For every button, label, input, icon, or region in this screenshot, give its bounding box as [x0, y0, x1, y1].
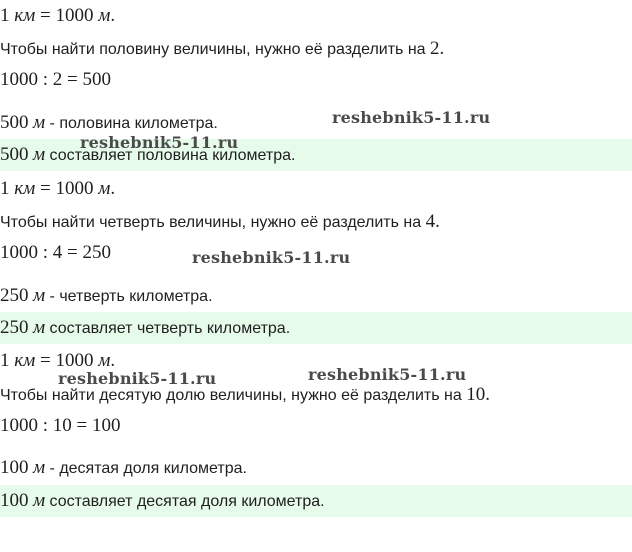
unit: км [14, 178, 36, 199]
result-text: - четверть километра. [49, 288, 213, 305]
number: 1 [0, 178, 10, 199]
result-line [0, 285, 213, 308]
watermark: reshebnik5-11.ru [308, 365, 467, 384]
number: 100 [0, 490, 29, 511]
calculation-line: 1000 : 10 = 100 [0, 415, 121, 436]
watermark: reshebnik5-11.ru [332, 108, 491, 127]
number: 1 [0, 5, 10, 26]
answer-line [0, 317, 290, 340]
instruction-text: Чтобы найти десятую долю величины, нужно её разделить на [0, 387, 462, 404]
watermark: reshebnik5-11.ru [192, 248, 351, 267]
equals-sign: = [40, 350, 51, 371]
unit: км [14, 5, 36, 26]
result-text: - половина километра. [49, 115, 218, 132]
period: . [485, 384, 490, 405]
equality-line [0, 5, 115, 27]
divisor: 10 [466, 384, 486, 405]
result-text: - десятая доля километра. [49, 460, 247, 477]
unit: м [32, 490, 46, 511]
unit: м [32, 112, 46, 133]
equality-line [0, 178, 115, 200]
calculation-line: 1000 : 2 = 500 [0, 69, 111, 90]
watermark: reshebnik5-11.ru [58, 369, 217, 388]
answer-box [0, 312, 632, 344]
equals-sign: = [40, 5, 51, 26]
instruction-text: Чтобы найти половину величины, нужно её разделить на [0, 41, 426, 58]
number: 1000 [55, 178, 94, 199]
instruction-line [0, 211, 440, 234]
number: 250 [0, 285, 29, 306]
unit: м [98, 178, 111, 199]
answer-line [0, 490, 325, 513]
unit: м [32, 317, 46, 338]
answer-text: составляет десятая доля километра. [49, 493, 325, 510]
number: 1 [0, 350, 10, 371]
equals-sign: = [40, 178, 51, 199]
unit: м [32, 285, 46, 306]
period: . [110, 350, 116, 371]
number: 500 [0, 144, 29, 165]
divisor: 2 [430, 38, 440, 59]
answer-box [0, 485, 632, 517]
period: . [110, 178, 116, 199]
number: 500 [0, 112, 29, 133]
instruction-line [0, 38, 444, 61]
number: 250 [0, 317, 29, 338]
period: . [439, 38, 445, 59]
answer-text: составляет половина километра. [49, 147, 296, 164]
result-line [0, 112, 218, 135]
unit: м [32, 457, 46, 478]
calculation-line: 1000 : 4 = 250 [0, 242, 111, 263]
number: 1000 [55, 350, 94, 371]
instruction-text: Чтобы найти четверть величины, нужно её разделить на [0, 214, 422, 231]
number: 100 [0, 457, 29, 478]
divisor: 4 [425, 211, 436, 232]
period: . [435, 211, 440, 232]
watermark: reshebnik5-11.ru [80, 133, 239, 152]
period: . [110, 5, 116, 26]
unit: м [32, 144, 46, 165]
answer-text: составляет четверть километра. [49, 320, 291, 337]
unit: м [98, 5, 111, 26]
number: 1000 [55, 5, 94, 26]
result-line [0, 457, 247, 480]
unit: км [14, 350, 36, 371]
unit: м [98, 350, 111, 371]
